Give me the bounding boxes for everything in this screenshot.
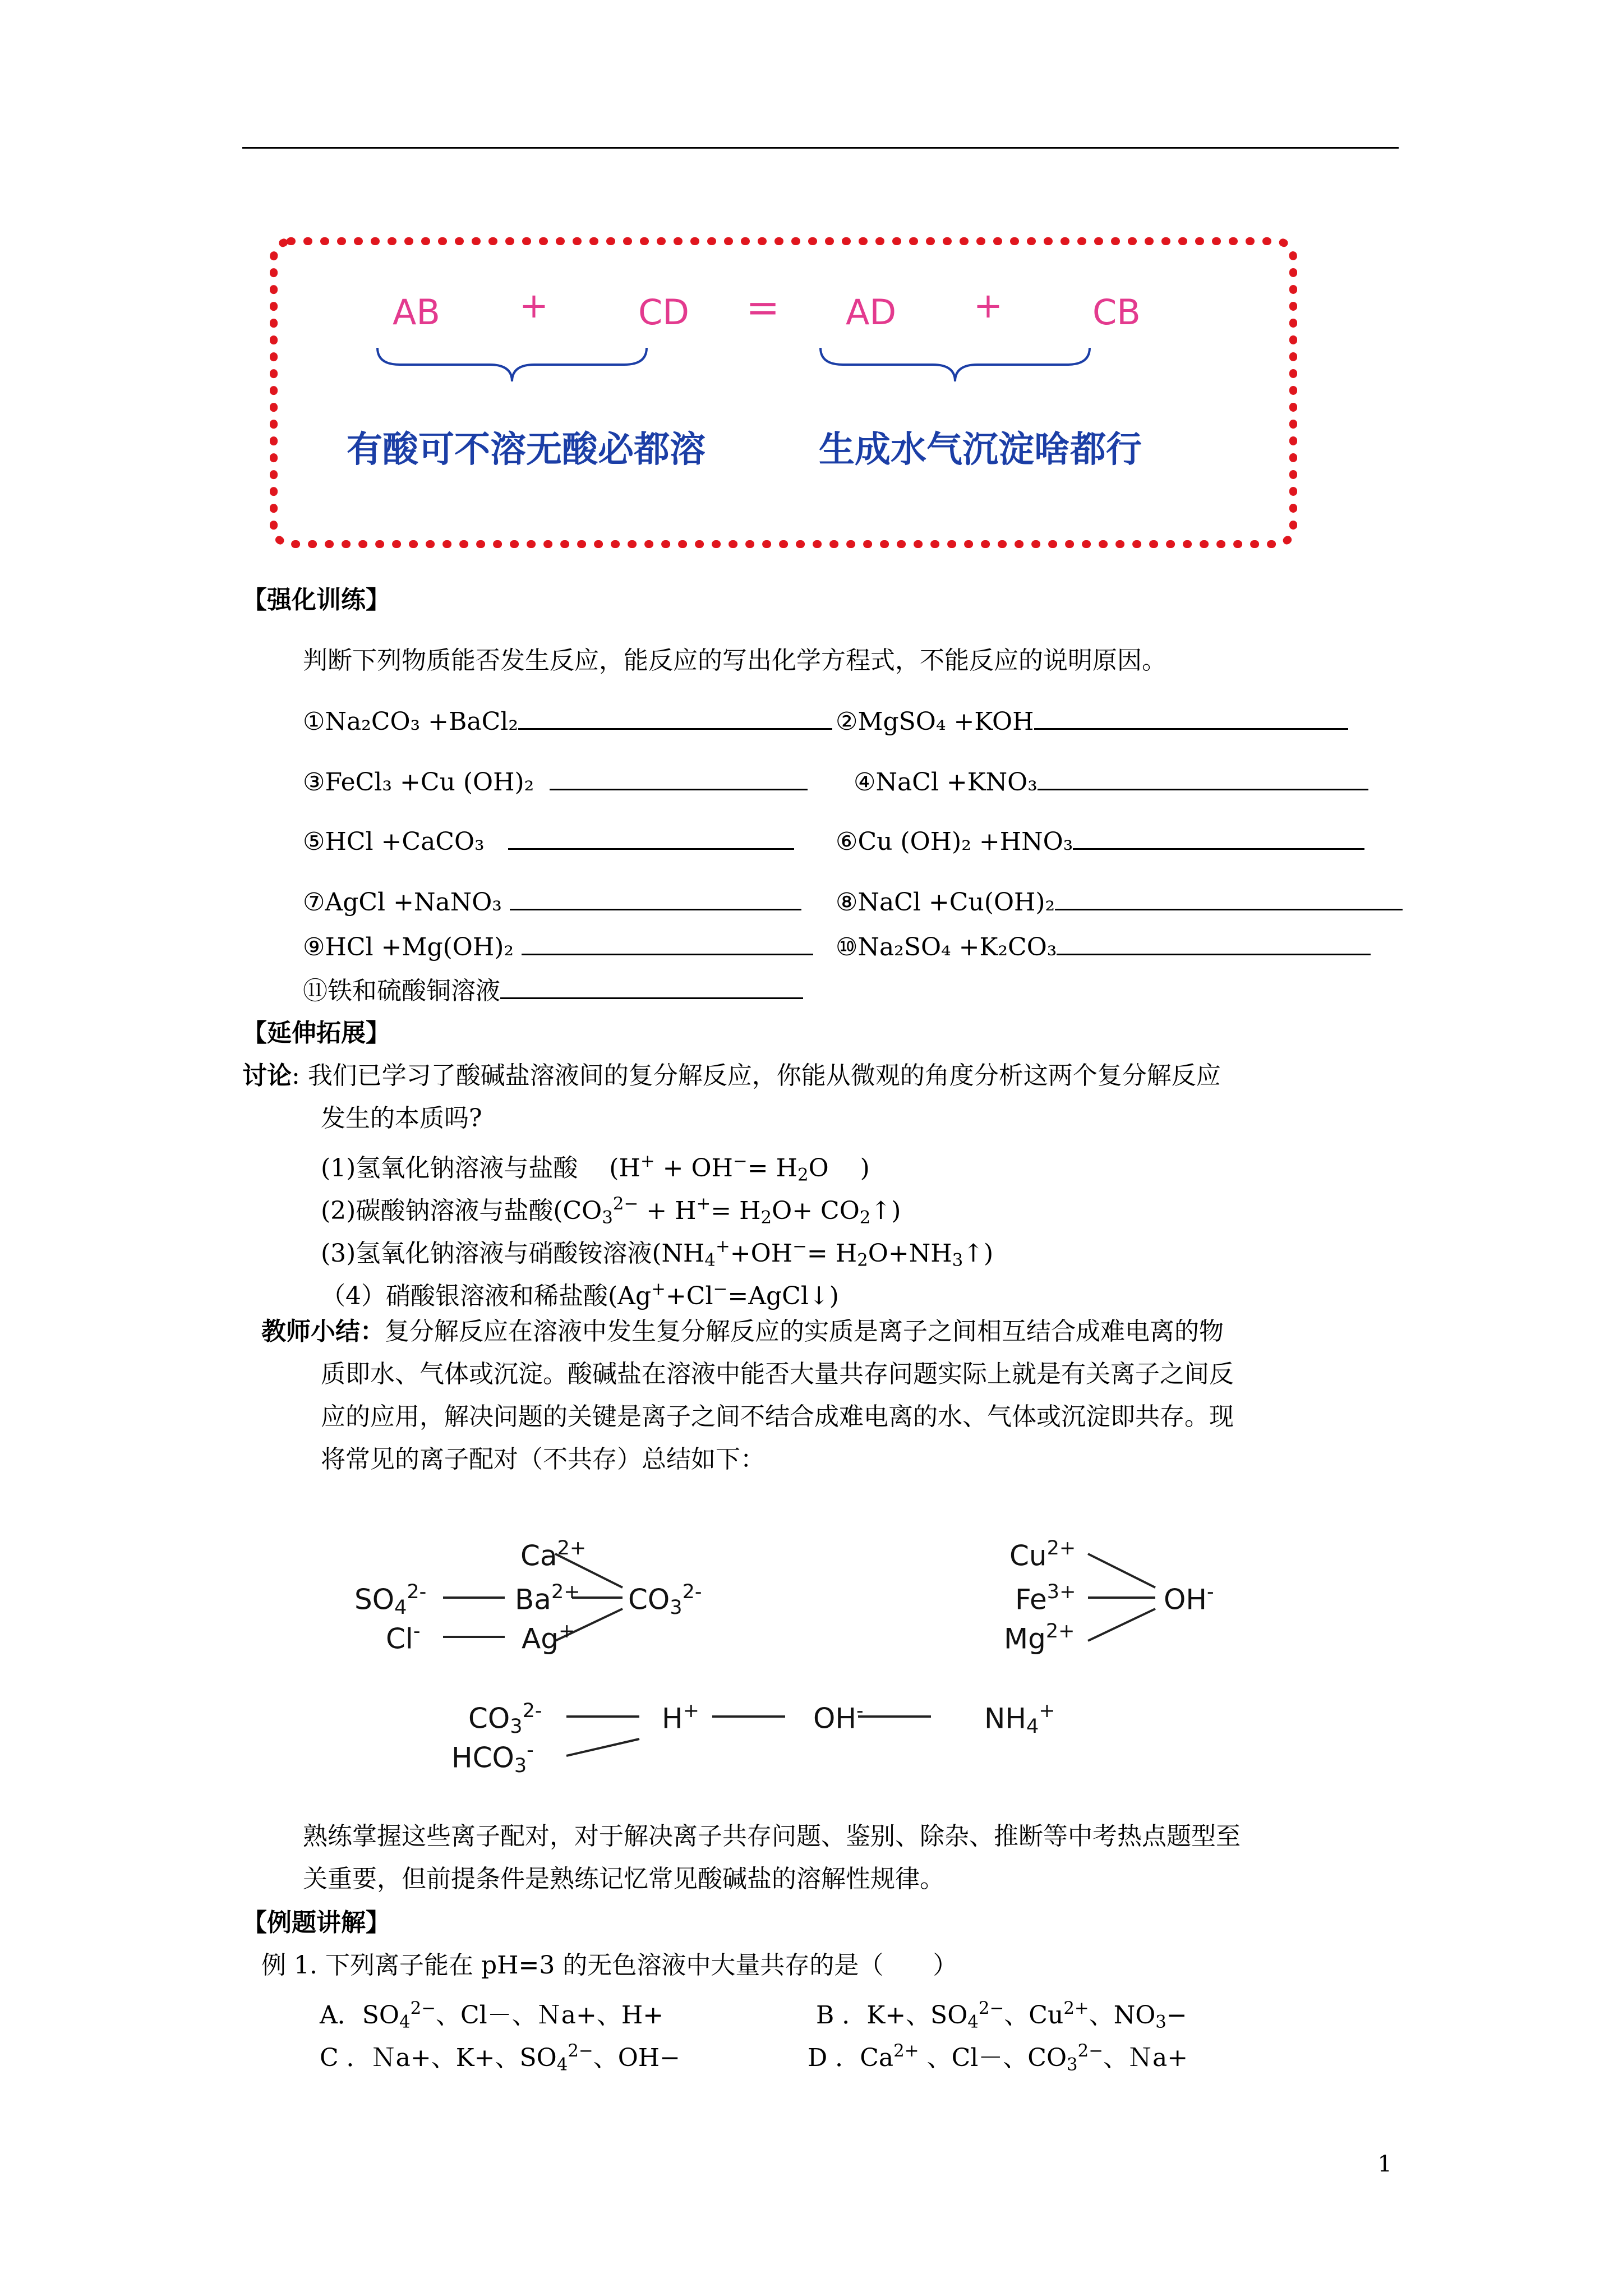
right-rule-text: 生成水气沉淀啥都行 bbox=[819, 429, 1142, 471]
ion-ba: $Ba^{2+}$ bbox=[515, 1581, 580, 1616]
case-2-label: (2)碳酸钠溶液与盐酸 bbox=[321, 1196, 554, 1225]
exercise-item-1 bbox=[303, 703, 832, 739]
product-cb: CB bbox=[1092, 292, 1141, 333]
exercise-item-11-text: ⑪铁和硫酸铜溶液 bbox=[303, 977, 500, 1005]
ion-ag: Ag+ bbox=[522, 1620, 575, 1655]
case-4-label: （4）硝酸银溶液和稀盐酸 bbox=[321, 1281, 608, 1310]
heading-example: 【例题讲解】 bbox=[242, 1908, 390, 1937]
exercise-item-6 bbox=[836, 823, 1364, 859]
closing-line-2: 关重要，但前提条件是熟练记忆常见酸碱盐的溶解性规律。 bbox=[303, 1865, 944, 1893]
answer-blank[interactable] bbox=[1038, 764, 1368, 790]
answer-blank[interactable] bbox=[1073, 823, 1364, 850]
exercise-item-5-text: ⑤HCl +CaCO₃ bbox=[303, 827, 485, 856]
exercise-item-1-text: ①Na₂CO₃ +BaCl₂ bbox=[303, 707, 518, 736]
discussion-line-2: 发生的本质吗? bbox=[321, 1104, 482, 1133]
summary-line-2: 质即水、气体或沉淀。酸碱盐在溶液中能否大量共存问题实际上就是有关离子之间反 bbox=[321, 1360, 1234, 1388]
discussion-text: 我们已学习了酸碱盐溶液间的复分解反应，你能从微观的角度分析这两个复分解反应 bbox=[307, 1061, 1221, 1090]
formula-box-border bbox=[268, 236, 1299, 550]
exercise-item-8-text: ⑧NaCl +Cu(OH)₂ bbox=[836, 888, 1055, 917]
exercise-item-3 bbox=[303, 764, 808, 799]
closing-line-1: 熟练掌握这些离子配对，对于解决离子共存问题、鉴别、除杂、推断等中考热点题型至 bbox=[303, 1822, 1241, 1851]
exercise-item-7-text: ⑦AgCl +NaNO₃ bbox=[303, 888, 502, 917]
exercise-item-4 bbox=[854, 764, 1368, 799]
ion-hco3: $HCO_3^-$ bbox=[451, 1739, 534, 1777]
plus-sign-left: + bbox=[519, 285, 548, 326]
exercise-item-10-text: ⑩Na₂SO₄ +K₂CO₃ bbox=[836, 933, 1057, 961]
heading-training: 【强化训练】 bbox=[242, 586, 390, 614]
summary-line-4: 将常见的离子配对（不共存）总结如下： bbox=[321, 1445, 765, 1474]
exercise-item-10 bbox=[836, 929, 1371, 964]
exercise-item-2-text: ②MgSO₄ +KOH bbox=[836, 707, 1034, 736]
exercise-item-9-text: ⑨HCl +Mg(OH)₂ bbox=[303, 933, 514, 961]
summary-line-1 bbox=[261, 1315, 1224, 1349]
option-a[interactable]: A．$SO_4^{2-}$、Cl－、Ｎa+、H+ bbox=[320, 1998, 664, 2032]
summary-label: 教师小结： bbox=[261, 1317, 385, 1346]
case-2: (2)碳酸钠溶液与盐酸($CO_3^{2-} + H^+= H_2O+$ $CO_2↑$) bbox=[321, 1194, 901, 1228]
exercise-item-7 bbox=[303, 884, 801, 919]
page-number: 1 bbox=[1377, 2151, 1392, 2177]
case-1: (1)氢氧化钠溶液与盐酸 ($H^+ + OH^-= H_2O$ ) bbox=[321, 1151, 870, 1185]
case-3: (3)氢氧化钠溶液与硝酸铵溶液($NH_4^++OH^-=$ $H_2O+NH_3↑$) bbox=[321, 1236, 994, 1271]
summary-line-3: 应的应用，解决问题的关键是离子之间不结合成难电离的水、气体或沉淀即共存。现 bbox=[321, 1402, 1234, 1431]
exercise-item-2 bbox=[836, 703, 1348, 739]
answer-blank[interactable] bbox=[522, 929, 813, 955]
answer-blank[interactable] bbox=[550, 764, 808, 790]
ion-h: H+ bbox=[662, 1700, 699, 1735]
formula-box bbox=[268, 236, 1299, 550]
example-question: 例 1. 下列离子能在 pH=3 的无色溶液中大量共存的是（ ） bbox=[261, 1951, 958, 1980]
answer-blank[interactable] bbox=[510, 884, 801, 910]
case-1-label: (1)氢氧化钠溶液与盐酸 bbox=[321, 1153, 578, 1182]
option-c[interactable]: C ．Ｎa+、K+、$SO_4^{2-}$、OH− bbox=[320, 2041, 681, 2075]
training-instruction: 判断下列物质能否发生反应，能反应的写出化学方程式，不能反应的说明原因。 bbox=[303, 646, 1166, 675]
discussion-label: 讨论 bbox=[242, 1061, 292, 1090]
answer-blank[interactable] bbox=[1057, 929, 1371, 955]
exercise-item-11 bbox=[303, 973, 803, 1008]
ion-ca: $Ca^{2+}$ bbox=[520, 1537, 587, 1572]
answer-blank[interactable] bbox=[1034, 703, 1348, 730]
exercise-item-9 bbox=[303, 929, 813, 964]
header-rule bbox=[242, 147, 1399, 149]
heading-extension: 【延伸拓展】 bbox=[242, 1019, 390, 1047]
answer-blank[interactable] bbox=[500, 973, 803, 999]
equals-sign: = bbox=[746, 284, 780, 331]
exercise-item-8 bbox=[836, 884, 1403, 919]
option-d[interactable]: D ．$Ca^{2+}$ 、Cl－、$CO_3^{2-}$、Ｎa+ bbox=[808, 2041, 1188, 2075]
product-ad: AD bbox=[846, 292, 897, 333]
ion-pairing-diagram bbox=[336, 1526, 1290, 1806]
ion-cu: $Cu^{2+}$ bbox=[1009, 1537, 1076, 1572]
ion-so4: $SO_4^{2-}$ bbox=[354, 1581, 427, 1619]
case-4: （4）硝酸银溶液和稀盐酸(Ag++Cl−=AgCl↓) bbox=[321, 1279, 839, 1310]
plus-sign-right: + bbox=[974, 285, 1003, 326]
exercise-item-3-text: ③FeCl₃ +Cu (OH)₂ bbox=[303, 768, 534, 797]
case-3-label: (3)氢氧化钠溶液与硝酸铵溶液 bbox=[321, 1239, 652, 1268]
reactant-cd: CD bbox=[638, 292, 690, 333]
ion-fe: $Fe^{3+}$ bbox=[1015, 1581, 1076, 1616]
ion-co3: $CO_3^{2-}$ bbox=[628, 1581, 702, 1619]
left-rule-text: 有酸可不溶无酸必都溶 bbox=[347, 429, 706, 471]
ion-co3-bottom: $CO_3^{2-}$ bbox=[468, 1700, 542, 1738]
exercise-item-5 bbox=[303, 823, 794, 859]
answer-blank[interactable] bbox=[518, 703, 832, 730]
exercise-item-6-text: ⑥Cu (OH)₂ +HNO₃ bbox=[836, 827, 1073, 856]
ion-cl: Cl- bbox=[386, 1620, 421, 1655]
reactant-ab: AB bbox=[393, 292, 440, 333]
summary-text-1: 复分解反应在溶液中发生复分解反应的实质是离子之间相互结合成难电离的物 bbox=[385, 1317, 1224, 1346]
ion-nh4: $NH_4^+$ bbox=[984, 1700, 1055, 1738]
ion-oh-bottom: OH- bbox=[813, 1700, 864, 1735]
answer-blank[interactable] bbox=[508, 823, 794, 850]
answer-blank[interactable] bbox=[1055, 884, 1403, 910]
option-b[interactable]: B ．K+、$SO_4^{2-}$、$Cu^{2+}$、$NO_3-$ bbox=[816, 1998, 1187, 2032]
ion-oh: OH- bbox=[1164, 1581, 1214, 1616]
ion-mg: $Mg^{2+}$ bbox=[1004, 1620, 1075, 1655]
exercise-item-4-text: ④NaCl +KNO₃ bbox=[854, 768, 1038, 797]
discussion-line-1: 讨论: 我们已学习了酸碱盐溶液间的复分解反应，你能从微观的角度分析这两个复分解反应 bbox=[242, 1061, 1221, 1090]
